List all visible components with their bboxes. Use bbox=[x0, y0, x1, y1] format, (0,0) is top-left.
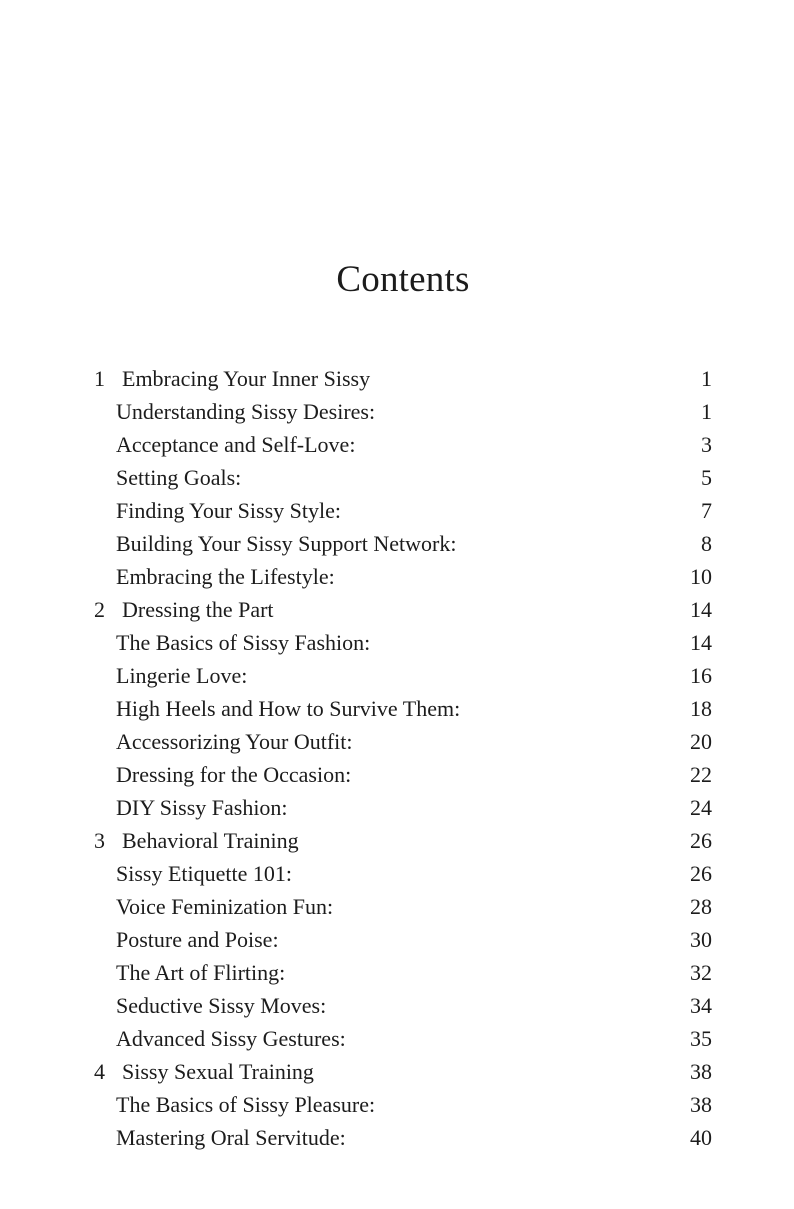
section-title: Advanced Sissy Gestures: bbox=[116, 1026, 346, 1051]
toc-section-entry bbox=[94, 956, 712, 989]
chapter-number: 3 bbox=[94, 828, 105, 853]
page-number: 24 bbox=[690, 795, 712, 820]
section-title: Mastering Oral Servitude: bbox=[116, 1125, 346, 1150]
toc-section-entry bbox=[94, 923, 712, 956]
section-title: Finding Your Sissy Style: bbox=[116, 498, 341, 523]
toc-section-entry bbox=[94, 725, 712, 758]
page-number: 14 bbox=[690, 630, 712, 655]
toc-entry-heading bbox=[94, 593, 274, 626]
toc-entry-heading bbox=[94, 857, 292, 890]
page-number: 14 bbox=[690, 597, 712, 622]
toc-entry-heading bbox=[94, 362, 370, 395]
toc-section-entry bbox=[94, 989, 712, 1022]
toc-section-entry bbox=[94, 857, 712, 890]
toc-entry-heading bbox=[94, 725, 352, 758]
page-number: 40 bbox=[690, 1125, 712, 1150]
toc-section-entry bbox=[94, 1121, 712, 1154]
section-title: Acceptance and Self-Love: bbox=[116, 432, 356, 457]
page-number: 28 bbox=[690, 894, 712, 919]
toc-entry-heading bbox=[94, 1088, 375, 1121]
chapter-title: Dressing the Part bbox=[122, 597, 274, 622]
page-number: 35 bbox=[690, 1026, 712, 1051]
toc-section-entry bbox=[94, 527, 712, 560]
toc-entry-heading bbox=[94, 560, 335, 593]
toc-entry-heading bbox=[94, 1055, 314, 1088]
toc-section-entry bbox=[94, 791, 712, 824]
toc-entry-heading bbox=[94, 527, 456, 560]
page-number: 18 bbox=[690, 696, 712, 721]
page-number: 26 bbox=[690, 861, 712, 886]
toc-entry-heading bbox=[94, 791, 288, 824]
section-title: Voice Feminization Fun: bbox=[116, 894, 334, 919]
section-title: Dressing for the Occasion: bbox=[116, 762, 352, 787]
page-number: 20 bbox=[690, 729, 712, 754]
section-title: The Art of Flirting: bbox=[116, 960, 286, 985]
toc-section-entry bbox=[94, 494, 712, 527]
page-number: 10 bbox=[690, 564, 712, 589]
page-number: 1 bbox=[701, 366, 712, 391]
page-number: 26 bbox=[690, 828, 712, 853]
section-title: Embracing the Lifestyle: bbox=[116, 564, 335, 589]
toc-section-entry bbox=[94, 1088, 712, 1121]
page-number: 22 bbox=[690, 762, 712, 787]
page-number: 3 bbox=[701, 432, 712, 457]
chapter-title: Sissy Sexual Training bbox=[122, 1059, 314, 1084]
page-number: 8 bbox=[701, 531, 712, 556]
toc-section-entry bbox=[94, 461, 712, 494]
page-number: 34 bbox=[690, 993, 712, 1018]
toc-section-entry bbox=[94, 890, 712, 923]
toc-entry-heading bbox=[94, 989, 326, 1022]
toc-chapter-entry bbox=[94, 1055, 712, 1088]
toc-section-entry bbox=[94, 626, 712, 659]
page-number: 38 bbox=[690, 1059, 712, 1084]
section-title: High Heels and How to Survive Them: bbox=[116, 696, 461, 721]
section-title: Seductive Sissy Moves: bbox=[116, 993, 327, 1018]
section-title: The Basics of Sissy Fashion: bbox=[116, 630, 371, 655]
toc-section-entry bbox=[94, 428, 712, 461]
chapter-title: Embracing Your Inner Sissy bbox=[122, 366, 371, 391]
chapter-number: 2 bbox=[94, 597, 105, 622]
toc-entry-heading bbox=[94, 461, 241, 494]
toc-chapter-entry bbox=[94, 824, 712, 857]
toc-section-entry bbox=[94, 395, 712, 428]
toc-entry-heading bbox=[94, 956, 285, 989]
toc-entry-heading bbox=[94, 1022, 346, 1055]
toc-chapter-entry bbox=[94, 593, 712, 626]
toc-entry-heading bbox=[94, 428, 355, 461]
section-title: DIY Sissy Fashion: bbox=[116, 795, 288, 820]
section-title: The Basics of Sissy Pleasure: bbox=[116, 1092, 376, 1117]
page-number: 16 bbox=[690, 663, 712, 688]
toc-section-entry bbox=[94, 1022, 712, 1055]
page-title: Contents bbox=[336, 259, 470, 300]
section-title: Sissy Etiquette 101: bbox=[116, 861, 292, 886]
section-title: Lingerie Love: bbox=[116, 663, 248, 688]
toc-entry-heading bbox=[94, 692, 460, 725]
toc-entry-heading bbox=[94, 890, 333, 923]
page-number: 7 bbox=[701, 498, 712, 523]
page-number: 30 bbox=[690, 927, 712, 952]
section-title: Accessorizing Your Outfit: bbox=[116, 729, 353, 754]
section-title: Understanding Sissy Desires: bbox=[116, 399, 376, 424]
toc-section-entry bbox=[94, 659, 712, 692]
toc-entry-heading bbox=[94, 1121, 346, 1154]
toc-entry-heading bbox=[94, 923, 279, 956]
toc-entry-heading bbox=[94, 626, 370, 659]
toc-chapter-entry bbox=[94, 362, 712, 395]
page-number: 1 bbox=[701, 399, 712, 424]
toc-entry-heading bbox=[94, 659, 247, 692]
chapter-number: 1 bbox=[94, 366, 105, 391]
section-title: Building Your Sissy Support Network: bbox=[116, 531, 457, 556]
toc-section-entry bbox=[94, 692, 712, 725]
page-number: 32 bbox=[690, 960, 712, 985]
page-number: 5 bbox=[701, 465, 712, 490]
chapter-title: Behavioral Training bbox=[122, 828, 299, 853]
table-of-contents bbox=[94, 362, 712, 1154]
section-title: Setting Goals: bbox=[116, 465, 242, 490]
toc-entry-heading bbox=[94, 824, 299, 857]
toc-entry-heading bbox=[94, 494, 341, 527]
section-title: Posture and Poise: bbox=[116, 927, 279, 952]
toc-section-entry bbox=[94, 758, 712, 791]
toc-entry-heading bbox=[94, 758, 351, 791]
toc-entry-heading bbox=[94, 395, 375, 428]
page-number: 38 bbox=[690, 1092, 712, 1117]
chapter-number: 4 bbox=[94, 1059, 105, 1084]
toc-section-entry bbox=[94, 560, 712, 593]
